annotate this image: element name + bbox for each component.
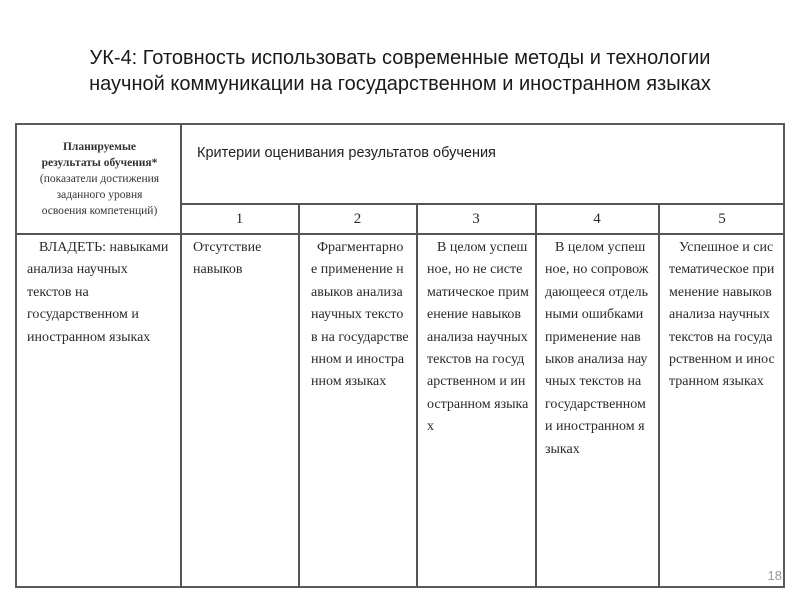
planned-results-note-3: освоения компетенций): [41, 205, 158, 217]
outcome-cell: [21, 237, 180, 349]
criteria-header: Критерии оценивания результатов обучения: [197, 145, 496, 161]
planned-results-title-2: результаты обучения*: [41, 157, 158, 169]
divider-col-3: [416, 203, 418, 588]
divider-col-5: [658, 203, 660, 588]
level-1: 1: [235, 211, 244, 227]
level-2: 2: [353, 211, 362, 227]
criterion-level-2: Фрагментарное применение навыков анализа научных текстов на государственном и иностранном языках: [311, 240, 409, 390]
level-4: 4: [593, 211, 601, 227]
planned-results-note-2: заданного уровня: [56, 189, 143, 201]
planned-results-header: [17, 125, 182, 233]
planned-results-note-1: (показатели достижения: [39, 173, 160, 185]
outcome-lead: ВЛАДЕТЬ:: [39, 240, 106, 255]
outcome-text: навыками анализа научных текстов на государственном и иностранном языках: [27, 240, 169, 345]
level-3: 3: [472, 211, 480, 227]
criterion-level-4: В целом успешное, но сопровождающееся отдельными ошибками применение навыков анализа научных текстов на государственном и иностранном языках: [545, 240, 649, 457]
planned-results-title-1: Планируемые: [62, 141, 137, 153]
slide-title-line-2: научной коммуникации на государственном и иностранном языках: [89, 73, 711, 95]
assessment-table: [15, 123, 785, 588]
criterion-level-3: В целом успешное, но не систематическое применение навыков анализа научных текстов на государственном и иностранном языках: [427, 240, 529, 435]
criterion-level-1: Отсутствие навыков: [193, 240, 262, 278]
page-number: 18: [767, 568, 782, 583]
slide-title-line-1: УК-4: Готовность использовать современные методы и технологии: [89, 47, 711, 69]
criterion-level-5: Успешное и систематическое применение навыков анализа научных текстов на государственном и иностранном языках: [669, 240, 775, 390]
level-5: 5: [718, 211, 726, 227]
slide-title: [0, 45, 800, 97]
